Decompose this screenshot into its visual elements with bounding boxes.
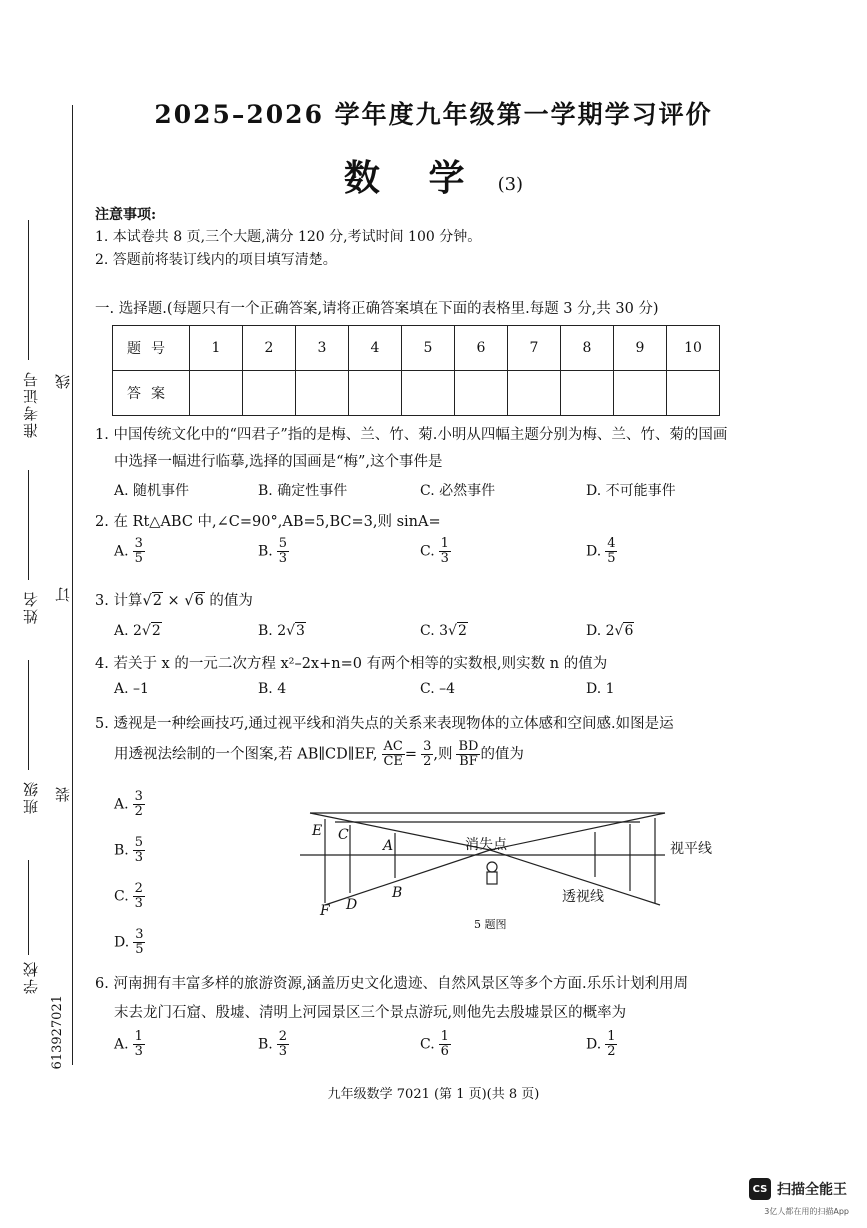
exam-no-blank	[28, 220, 29, 360]
q2-option-a: A. $\frac{3}{5}$	[114, 536, 143, 566]
school-blank	[28, 860, 29, 955]
q3-option-c: C. 3√2	[420, 623, 467, 639]
notice-heading: 注意事项:	[95, 207, 157, 223]
horizon-label: 视平线	[670, 841, 712, 857]
number-cell-10: 10	[667, 326, 720, 371]
perspective-line-label: 透视线	[562, 889, 604, 905]
q5-option-c: C. $\frac{2}{3}$	[114, 881, 143, 911]
q1-option-a: A. 随机事件	[114, 483, 190, 499]
answer-cell-8[interactable]	[561, 371, 614, 416]
label-c: C	[338, 827, 349, 843]
q5-line1: 5. 透视是一种绘画技巧,通过视平线和消失点的关系来表现物体的立体感和空间感.如图是运	[95, 716, 674, 732]
number-row	[113, 326, 720, 371]
gutter-code: 613927021	[50, 995, 65, 1070]
label-f: F	[320, 903, 330, 919]
paper-number: (3)	[497, 174, 524, 195]
q5-line2: 用透视法绘制的一个图案,若 AB∥CD∥EF, $\frac{AC}{CE}$ = $\frac{3}{2}$ ,则 $\frac{BD}{BF}$ 的值为	[114, 739, 524, 769]
q1-line2: 中选择一幅进行临摹,选择的国画是“梅”,这个事件是	[114, 454, 443, 470]
q5-option-d: D. $\frac{3}{5}$	[114, 927, 144, 957]
perspective-line-1	[310, 813, 490, 850]
q6-option-d: D. $\frac{1}{2}$	[586, 1029, 616, 1059]
section1-title: 一. 选择题.(每题只有一个正确答案,请将正确答案填在下面的表格里.每题 3 分,共 30 分)	[95, 301, 659, 317]
answer-cell-4[interactable]	[349, 371, 402, 416]
exam-no-label: 准考证号	[22, 370, 40, 438]
number-cell-8: 8	[561, 326, 614, 371]
q1-line1: 1. 中国传统文化中的“四君子”指的是梅、兰、竹、菊.小明从四幅主题分别为梅、兰、竹、菊的国画	[95, 427, 728, 443]
school-label: 学校	[22, 960, 40, 994]
answer-header: 答案	[113, 371, 190, 416]
q6-option-c: C. $\frac{1}{6}$	[420, 1029, 449, 1059]
q2-option-d: D. $\frac{4}{5}$	[586, 536, 616, 566]
q2-option-c: C. $\frac{1}{3}$	[420, 536, 449, 566]
person-head	[487, 862, 497, 872]
number-cell-2: 2	[243, 326, 296, 371]
q1-option-c: C. 必然事件	[420, 483, 496, 499]
label-b: B	[392, 885, 403, 901]
figure-caption: 5 题图	[474, 918, 507, 931]
answer-table	[112, 325, 720, 416]
gutter-ding-char: 订	[54, 585, 72, 602]
answer-cell-1[interactable]	[190, 371, 243, 416]
answer-cell-7[interactable]	[508, 371, 561, 416]
q5-option-a: A. $\frac{3}{2}$	[114, 789, 143, 819]
q6-option-b: B. $\frac{2}{3}$	[258, 1029, 288, 1059]
q4-option-d: D. 1	[586, 681, 615, 697]
scanner-badge-icon: CS	[749, 1178, 771, 1200]
answer-cell-10[interactable]	[667, 371, 720, 416]
number-cell-6: 6	[455, 326, 508, 371]
answer-cell-5[interactable]	[402, 371, 455, 416]
label-d: D	[346, 897, 358, 913]
name-blank	[28, 470, 29, 580]
exam-title: 2025–2026 学年度九年级第一学期学习评价	[154, 100, 713, 129]
class-blank	[28, 660, 29, 770]
q1-option-d: D. 不可能事件	[586, 483, 676, 499]
number-cell-1: 1	[190, 326, 243, 371]
notice-item-2: 2. 答题前将装订线内的项目填写清楚。	[95, 252, 337, 268]
class-label: 班级	[22, 780, 40, 814]
scanner-name: 扫描全能王	[777, 1182, 847, 1198]
q6-line2: 末去龙门石窟、殷墟、清明上河园景区三个景点游玩,则他先去殷墟景区的概率为	[114, 1005, 627, 1021]
scanner-logo	[749, 1178, 847, 1200]
answer-cell-9[interactable]	[614, 371, 667, 416]
q2-stem: 2. 在 Rt△ABC 中,∠C=90°,AB=5,BC=3,则 sinA=	[95, 514, 441, 530]
number-cell-4: 4	[349, 326, 402, 371]
label-e: E	[312, 823, 323, 839]
page-footer: 九年级数学 7021 (第 1 页)(共 8 页)	[327, 1087, 540, 1102]
label-a: A	[383, 838, 394, 854]
q4-option-a: A. –1	[114, 681, 149, 697]
number-cell-7: 7	[508, 326, 561, 371]
q1-option-b: B. 确定性事件	[258, 483, 348, 499]
q3-option-b: B. 2√3	[258, 623, 305, 639]
q3-option-a: A. 2√2	[114, 623, 161, 639]
number-cell-9: 9	[614, 326, 667, 371]
subject-title: 数 学	[343, 157, 483, 199]
perspective-line-3	[490, 813, 665, 850]
q3-option-d: D. 2√6	[586, 623, 634, 639]
q4-option-b: B. 4	[258, 681, 287, 697]
number-header: 题号	[113, 326, 190, 371]
gutter-line-char: 线	[54, 372, 72, 389]
q6-line1: 6. 河南拥有丰富多样的旅游资源,涵盖历史文化遗迹、自然风景区等多个方面.乐乐计划利用周	[95, 976, 689, 992]
answer-cell-2[interactable]	[243, 371, 296, 416]
subject-heading	[0, 150, 867, 201]
q6-option-a: A. $\frac{1}{3}$	[114, 1029, 143, 1059]
gutter-zhuang-char: 装	[54, 785, 72, 802]
scanner-tagline: 3亿人都在用的扫描App	[764, 1207, 849, 1216]
perspective-figure	[300, 805, 750, 935]
name-label: 姓名	[22, 590, 40, 624]
vanishing-point-label: 消失点	[465, 837, 507, 853]
answer-cell-3[interactable]	[296, 371, 349, 416]
q3-stem: 3. 计算√2 × √6 的值为	[95, 593, 253, 609]
q4-stem: 4. 若关于 x 的一元二次方程 x²–2x+n=0 有两个相等的实数根,则实数 n 的值为	[95, 656, 608, 672]
q2-option-b: B. $\frac{5}{3}$	[258, 536, 288, 566]
number-cell-5: 5	[402, 326, 455, 371]
q5-option-b: B. $\frac{5}{3}$	[114, 835, 144, 865]
number-cell-3: 3	[296, 326, 349, 371]
person-body	[487, 872, 497, 884]
notice-item-1: 1. 本试卷共 8 页,三个大题,满分 120 分,考试时间 100 分钟。	[95, 229, 482, 245]
answer-row	[113, 371, 720, 416]
answer-cell-6[interactable]	[455, 371, 508, 416]
q4-option-c: C. –4	[420, 681, 456, 697]
